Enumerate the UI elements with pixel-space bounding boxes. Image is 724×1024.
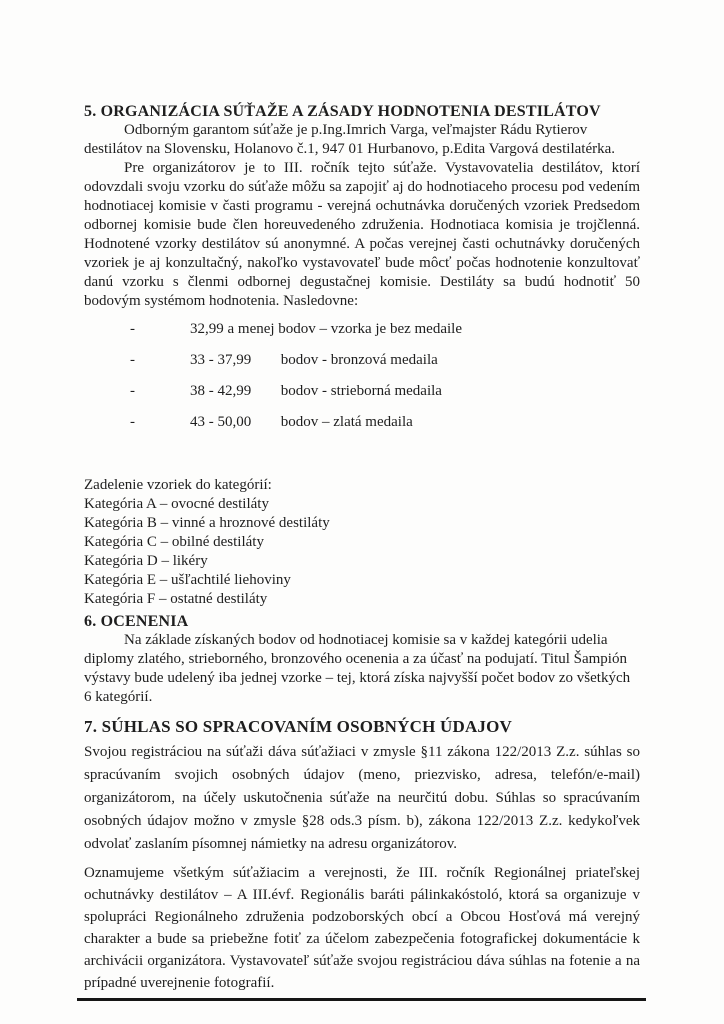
- section-6: [84, 612, 640, 707]
- page-content: [84, 0, 640, 994]
- dash-bullet: -: [130, 414, 135, 430]
- scoring-text: 32,99 a menej bodov – vzorka je bez medaile: [190, 321, 462, 337]
- section-7-heading: 7. SÚHLAS SO SPRACOVANÍM OSOBNÝCH ÚDAJOV: [84, 717, 513, 736]
- dash-bullet: -: [130, 352, 135, 368]
- scoring-row: [84, 413, 640, 432]
- category-item-d: Kategória D – likéry: [84, 553, 208, 569]
- paragraph-organizatori: Pre organizátorov je to III. ročník tejto súťaže. Vystavovatelia destilátov, ktorí odovzdali svoju vzorku do súťaže môžu sa zapojiť aj do hodnotiaceho procesu pod vedením hodnotiacej komisie v časti programu - verejná ochutnávka doručených vzoriek Predsedom odbornej komisie bude člen horeuvedeného združenia. Hodnotiaca komisia je trojčlenná. Hodnotené vzorky destilátov sú anonymné. A počas verejnej časti ochutnávky doručených vzoriek je aj konzultačný, nakoľko vystavovateľ bude môcť počas hodnotenie konzultovať danú vzorku s členmi odbornej degustačnej komisie. Destiláty sa budú hodnotiť 50 bodovým systémom hodnotenia. Nasledovne:: [84, 160, 640, 309]
- section-5-heading: 5. ORGANIZÁCIA SÚŤAŽE A ZÁSADY HODNOTENIA DESTILÁTOV: [84, 103, 601, 120]
- paragraph-suhlas: Svojou registráciou na súťaži dáva súťažiaci v zmysle §11 zákona 122/2013 Z.z. súhlas so spracúvaním svojich osobných údajov (meno, priezvisko, adresa, telefón/e-mail) organizátorom, na účely uskutočnenia súťaže na neurčitú dobu. Súhlas so spracúvaním osobných údajov možno v zmysle §28 ods.3 písm. b), zákona 122/2013 Z.z. kedykoľvek odvolať zaslaním písomnej námietky na adresu organizátorov.: [84, 744, 640, 852]
- categories-block: [84, 476, 640, 609]
- category-item-c: Kategória C – obilné destiláty: [84, 534, 264, 550]
- section-5: [84, 102, 640, 609]
- section-6-heading: 6. OCENENIA: [84, 613, 189, 630]
- medal-label: bodov – zlatá medaila: [280, 414, 413, 430]
- dash-bullet: -: [130, 383, 135, 399]
- category-item-e: Kategória E – ušľachtilé liehoviny: [84, 572, 291, 588]
- category-item-f: Kategória F – ostatné destiláty: [84, 591, 268, 607]
- scoring-list: [84, 320, 640, 432]
- paragraph-ocenenia: Na základe získaných bodov od hodnotiacej komisie sa v každej kategórii udelia diplomy zlatého, strieborného, bronzového ocenenia a za účasť na podujatí. Titul Šampión výstavy bude udelený iba jednej vzorke – tej, ktorá získa najvyšší počet bodov zo všetkých 6 kategórií.: [84, 632, 631, 705]
- footer-divider-line: [77, 998, 646, 1001]
- scoring-row: [84, 320, 640, 339]
- dash-bullet: -: [130, 321, 135, 337]
- categories-title: Zadelenie vzoriek do kategórií:: [84, 477, 272, 493]
- medal-label: bodov - strieborná medaila: [280, 383, 442, 399]
- section-7: [84, 716, 640, 994]
- score-range: 38 - 42,99: [190, 383, 252, 399]
- medal-label: bodov - bronzová medaila: [280, 352, 438, 368]
- paragraph-garant: Odborným garantom súťaže je p.Ing.Imrich Varga, veľmajster Rádu Rytierov destilátov na Slovensku, Holanovo č.1, 947 01 Hurbanovo, p.Edita Vargová destilatérka.: [84, 122, 616, 157]
- score-range: 33 - 37,99: [190, 352, 252, 368]
- score-range: 43 - 50,00: [190, 414, 252, 430]
- paragraph-oznamenie: Oznamujeme všetkým súťažiacim a verejnosti, že III. ročník Regionálnej priateľskej ochutnávky destilátov – A III.évf. Regionális baráti pálinkakóstoló, ktorá sa organizuje v spolupráci Regionálneho združenia podzoborských obcí a Obcou Hosťová má verejný charakter a bude sa priebežne fotiť za účelom zabezpečenia fotografickej dokumentácie k archivácii organizátora. Vystavovateľ súťaže svojou registráciou dáva súhlas na fotenie a na prípadné uverejnenie fotografií.: [84, 865, 640, 991]
- scoring-row: [84, 351, 640, 370]
- scoring-row: [84, 382, 640, 401]
- category-item-b: Kategória B – vinné a hroznové destiláty: [84, 515, 330, 531]
- category-item-a: Kategória A – ovocné destiláty: [84, 496, 269, 512]
